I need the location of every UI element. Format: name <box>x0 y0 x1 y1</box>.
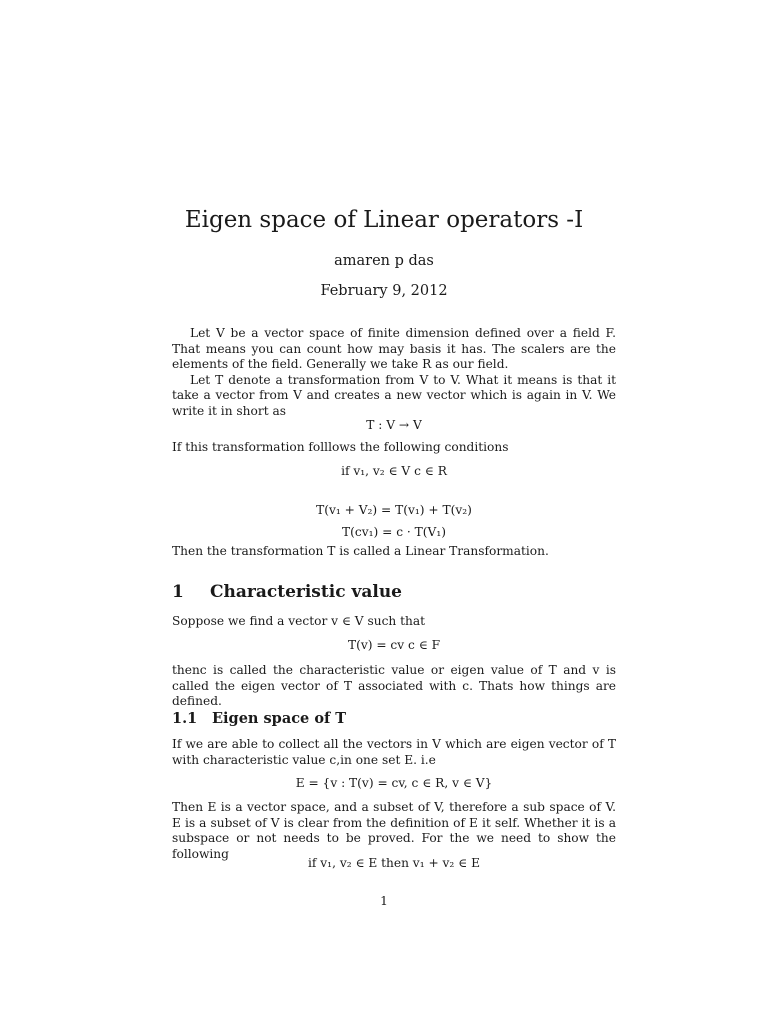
equation-transformation: T : V → V <box>366 418 422 432</box>
paper-date: February 9, 2012 <box>320 283 448 299</box>
section-paragraph-2: thenc is called the characteristic value or eigen value of T and v is called the eigen vector of T associated with c. Thats how things are defined. <box>172 663 616 709</box>
paper-title: Eigen space of Linear operators -I <box>184 207 584 233</box>
equation-eigen: T(v) = cv c ∈ F <box>347 638 441 652</box>
subsection-heading <box>172 709 346 729</box>
intro-paragraph-2: Let T denote a transformation from V to V. What it means is that it take a vector from V and creates a new vector which is again in V. We write it in short as <box>172 372 616 418</box>
equation-condition: if v₁, v₂ ∈ V c ∈ R <box>341 464 447 478</box>
section-number: 1 <box>172 582 184 602</box>
equation-additivity: T(v₁ + V₂) = T(v₁) + T(v₂) <box>316 503 472 517</box>
equation-closure: if v₁, v₂ ∈ E then v₁ + v₂ ∈ E <box>308 856 480 870</box>
subsection-paragraph-1: If we are able to collect all the vectors in V which are eigen vector of T with characteristic value c,in one set E. i.e <box>172 737 616 767</box>
intro-paragraph-4: Then the transformation T is called a Linear Transformation. <box>172 544 549 558</box>
page-number: 1 <box>380 894 388 908</box>
intro-paragraph-1: Let V be a vector space of finite dimension defined over a field F. That means you can count how may basis it has. The scalers are the elements of the field. Generally we take R as our field. <box>172 326 616 372</box>
section-heading <box>172 581 402 603</box>
section-title: Characteristic value <box>210 582 402 602</box>
section-paragraph-1: Soppose we find a vector v ∈ V such that <box>172 614 426 628</box>
intro-paragraph-3: If this transformation folllows the following conditions <box>172 440 509 454</box>
equation-homogeneity: T(cv₁) = c · T(V₁) <box>342 525 446 539</box>
author-name: amaren p das <box>334 253 434 269</box>
subsection-paragraph-2: Then E is a vector space, and a subset of V, therefore a sub space of V. E is a subset of V is clear from the definition of E it self. Whether it is a subspace or not needs to be proved. For the we need to show the following <box>172 800 616 861</box>
subsection-title: Eigen space of T <box>212 710 347 727</box>
equation-eigenspace: E = {v : T(v) = cv, c ∈ R, v ∈ V} <box>295 776 493 790</box>
subsection-number: 1.1 <box>172 710 198 727</box>
intro-block <box>172 326 616 420</box>
